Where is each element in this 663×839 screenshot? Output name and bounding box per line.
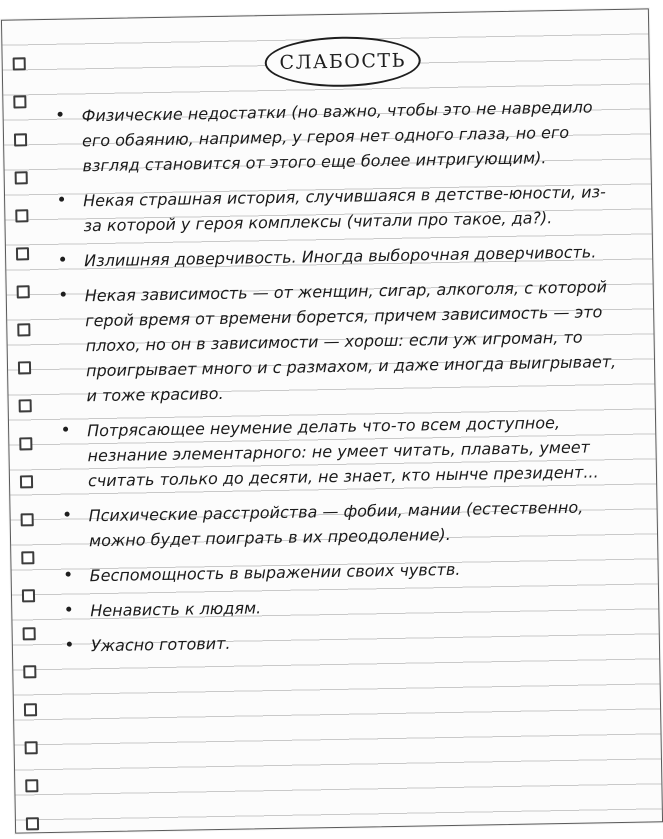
bullet-icon	[58, 112, 63, 117]
binder-hole	[16, 247, 29, 260]
binder-hole	[20, 475, 33, 488]
weakness-list	[51, 94, 627, 669]
binder-hole	[23, 627, 36, 640]
binder-hole	[19, 437, 32, 450]
binder-hole	[25, 741, 38, 754]
page-title: СЛАБОСТЬ	[279, 49, 407, 74]
list-item	[59, 554, 625, 589]
binder-hole	[13, 95, 26, 108]
list-item-text: Излишняя доверчивость. Иногда выборочная доверчивость.	[84, 242, 597, 271]
binder-hole	[13, 57, 26, 70]
bullet-icon	[67, 642, 72, 647]
list-item	[57, 409, 624, 494]
list-item	[61, 624, 627, 659]
list-item	[54, 239, 620, 274]
list-item-text: Физические недостатки (но важно, чтобы это не навредило его обаянию, например, у героя нет одного глаза, но его взгляд становится от этого еще более интригующим).	[81, 97, 593, 176]
notebook-sheet	[1, 8, 663, 833]
list-item-text: Некая зависимость — от женщин, сигар, алкоголя, с которой герой время от времени борется, причем зависимость — это плохо, но он в зависимости — хорош: если уж игроман, то проигрывает много и с размахом, и даже иногда выигрывает, и тоже красиво.	[84, 277, 617, 406]
binder-hole	[21, 551, 34, 564]
binder-hole	[15, 171, 28, 184]
bullet-icon	[61, 292, 66, 297]
binder-hole	[25, 779, 38, 792]
binder-hole	[26, 817, 39, 830]
bullet-icon	[59, 197, 64, 202]
list-item	[55, 274, 623, 409]
binder-hole	[14, 133, 27, 146]
binder-hole	[17, 323, 30, 336]
binder-hole	[21, 513, 34, 526]
binder-hole	[17, 285, 30, 298]
list-item-text: Психические расстройства — фобии, мании (естественно, можно будет поиграть в их преодоление).	[88, 497, 584, 551]
list-item-text: Ненависть к людям.	[90, 598, 262, 621]
binder-hole	[18, 361, 31, 374]
binder-hole	[22, 589, 35, 602]
bullet-icon	[63, 427, 68, 432]
binder-hole	[19, 399, 32, 412]
list-item	[51, 94, 618, 179]
list-item	[53, 179, 620, 239]
binder-hole	[15, 209, 28, 222]
bullet-icon	[65, 512, 70, 517]
bullet-icon	[66, 572, 71, 577]
binder-hole	[24, 703, 37, 716]
list-item-text: Потрясающее неумение делать что-то всем доступное, незнание элементарного: не умеет читать, плавать, умеет считать только до десяти, не знает, кто нынче президент...	[86, 413, 599, 491]
list-item	[60, 589, 626, 624]
bullet-icon	[66, 607, 71, 612]
title-oval	[264, 35, 421, 88]
list-item-text: Беспомощность в выражении своих чувств.	[89, 559, 461, 586]
binder-hole	[23, 665, 36, 678]
bullet-icon	[60, 257, 65, 262]
list-item-text: Ужасно готовит.	[90, 633, 231, 656]
list-item	[58, 494, 625, 554]
list-item-text: Некая страшная история, случившаяся в детстве-юности, из-за которой у героя комплексы (читали про такое, да?).	[82, 182, 606, 236]
